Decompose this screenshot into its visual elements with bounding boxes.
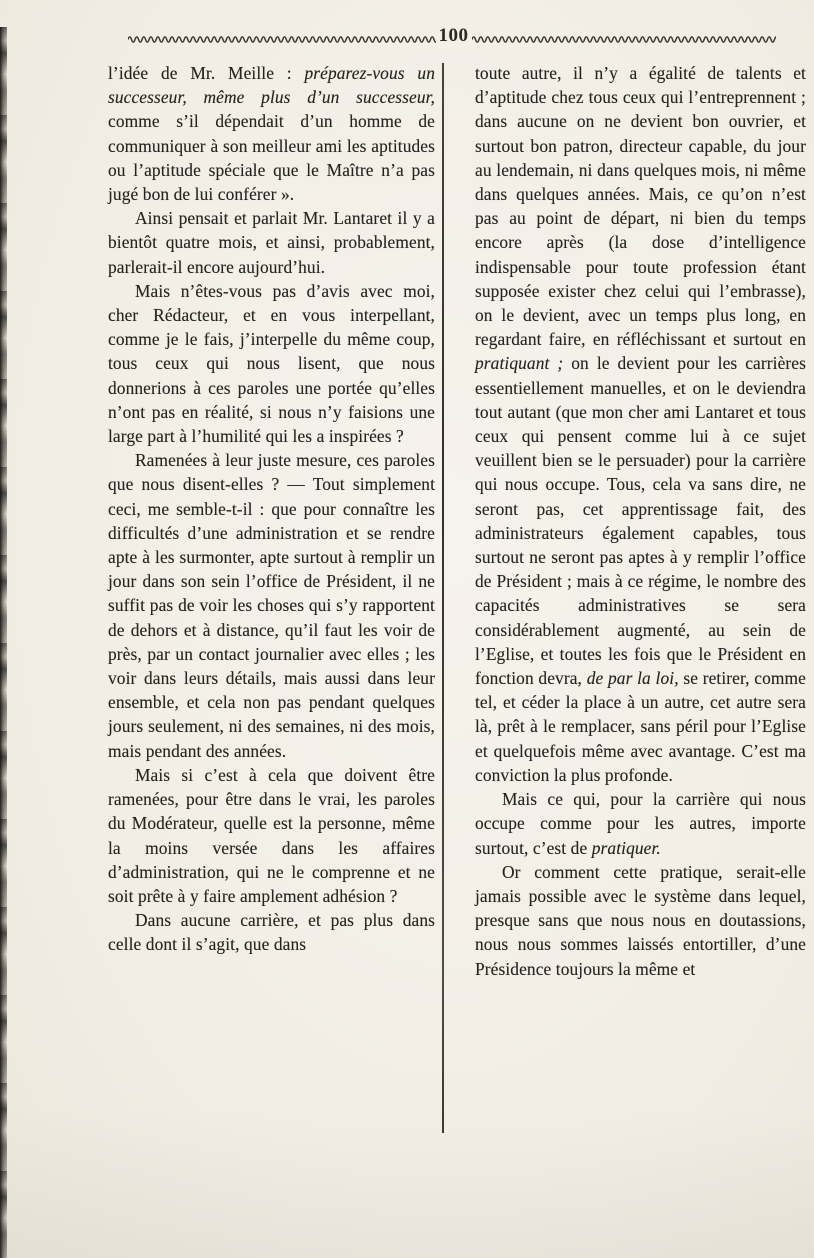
scanned-document-page (0, 27, 814, 1258)
paragraph (108, 763, 435, 908)
text-segment: l’idée de Mr. Meille : (108, 63, 305, 83)
text-segment: Mais ce qui, pour la carrière qui nous occupe comme pour les autres, importe surtout, c’est de (475, 789, 806, 858)
right-column (475, 61, 806, 1183)
italic-text-segment: pratiquant ; (475, 353, 564, 374)
text-segment: Ramenées à leur juste mesure, ces paroles que nous disent-elles ? — Tout simplement ceci, me semble-t-il : que pour connaître les difficultés d’une administration et se rendre apte à les surmonter, apte surtout à remplir un jour dans son sein l’office de Président, il ne suffit pas de voir les choses qui s’y rapportent de dehors et à distance, qu’il faut les voir de près, par un contact journalier avec elles ; les voir dans leurs détails, mais aussi dans leur ensemble, et cela non pas pendant quelques jours seulement, ni des semaines, ni des mois, mais pendant des années. (108, 450, 435, 761)
paragraph (108, 206, 435, 279)
paragraph (475, 787, 806, 860)
page-number: 100 (438, 25, 469, 46)
text-segment: on le devient pour les carrières essentiellement manuelles, et on le deviendra tout autant (que mon cher ami Lantaret et tous ceux qui pensent comme lui à ce sujet veuillent bien se le persuader) pour la carrière qui nous occupe. Tous, cela va sans dire, ne seront pas, cet apprentissage fait, des administrateurs également capables, tous surtout ne seront pas aptes à y remplir l’office de Président ; mais à ce régime, le nombre des capacités administratives se sera considérablement augmenté, au sein de l’Eglise, et toutes les fois que le Président en fonction devra, (475, 353, 806, 689)
left-column (108, 61, 435, 1183)
text-segment: se retirer, comme tel, et céder la place à un autre, cet autre sera là, prêt à le remplacer, sans péril pour l’Eglise et quelquefois même avec avantage. C’est ma conviction la plus profonde. (475, 668, 806, 785)
paragraph (108, 61, 435, 206)
text-segment: Ainsi pensait et parlait Mr. Lantaret il y a bientôt quatre mois, et ainsi, probablement, parlerait-il encore aujourd’hui. (108, 208, 435, 277)
paragraph (108, 908, 435, 956)
paragraph (475, 860, 806, 981)
italic-text-segment: préparez-vous un successeur, même plus d’un successeur, (108, 63, 435, 108)
text-segment: Mais n’êtes-vous pas d’avis avec moi, cher Rédacteur, et en vous interpellant, comme je le fais, j’interpelle du même coup, tous ceux qui nous lisent, que nous donnerions à ces paroles une portée qu’elles n’ont pas en réalité, si nous n’y faisions une large part à l’humilité qui les a inspirées ? (108, 280, 435, 447)
italic-text-segment: de par la loi, (586, 668, 679, 689)
paragraph (475, 61, 806, 787)
text-segment: toute autre, il n’y a égalité de talents et d’aptitude chez tous ceux qui l’entreprennent ; dans aucune on ne devient bon ouvrier, et surtout bon patron, directeur capable, du jour au lendemain, ni dans quelques mois, ni même dans quelques années. Mais, ce qu’on n’est pas au point de départ, ni bien du temps encore après (la dose d’intelligence indispensable pour toute profession étant supposée exister chez celui qui l’embrasse), on le devient, avec un temps plus long, en regardant faire, en réfléchissant et surtout en (475, 63, 806, 350)
italic-text-segment: pratiquer. (591, 837, 661, 858)
paragraph (108, 448, 435, 763)
wavy-rule-right (472, 33, 777, 44)
text-columns (0, 61, 814, 1183)
text-segment: Mais si c’est à cela que doivent être ramenées, pour être dans le vrai, les paroles du Modérateur, quelle est la personne, même la moins versée dans les affaires d’administration, qui ne le comprenne et ne soit prête à y faire amplement adhésion ? (108, 764, 435, 906)
wavy-rule-left (128, 33, 436, 44)
text-segment: Dans aucune carrière, et pas plus dans celle dont il s’agit, que dans (108, 910, 435, 955)
text-segment: Or comment cette pratique, serait-elle jamais possible avec le système dans lequel, presque sans que nous nous en doutassions, nous nous sommes laissés entortiller, d’une Présidence toujours la même et (475, 861, 806, 979)
text-segment: comme s’il dépendait d’un homme de communiquer à son meilleur ami les aptitudes ou l’aptitude spéciale que le Maître n’a pas jugé bon de lui conférer ». (108, 111, 435, 205)
paragraph (108, 279, 435, 448)
page-header (128, 27, 776, 49)
column-divider-rule (442, 63, 444, 1133)
